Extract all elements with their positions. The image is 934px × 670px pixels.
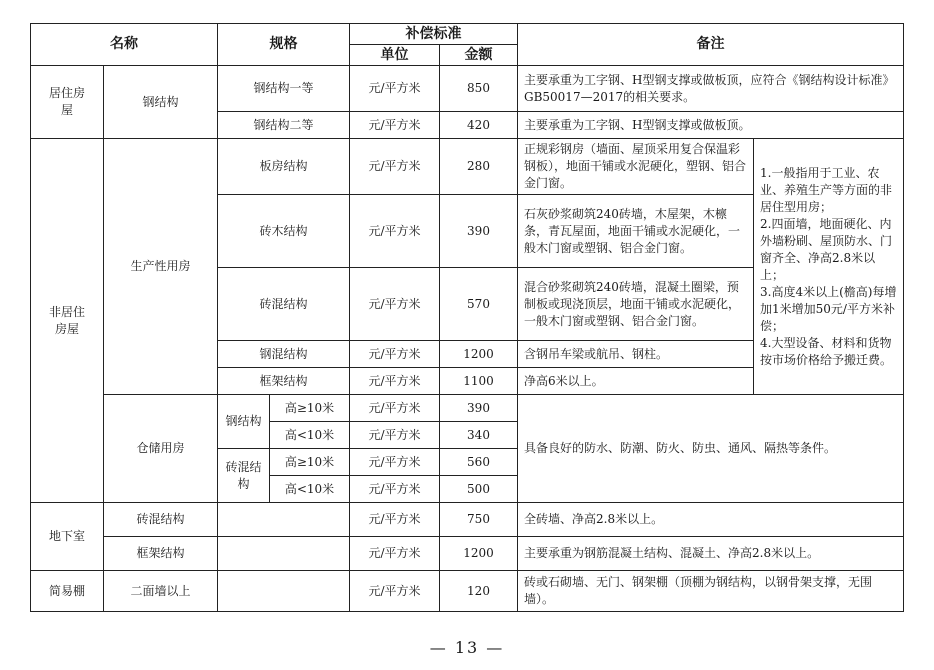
amount-cell: 850 (440, 66, 518, 112)
note-cell: 含钢吊车梁或航吊、钢柱。 (518, 341, 754, 368)
type-cell: 二面墙以上 (104, 571, 218, 612)
note-cell: 主要承重为钢筋混凝土结构、混凝土、净高2.8米以上。 (518, 537, 904, 571)
spec-cell: 钢结构一等 (218, 66, 350, 112)
page-number: — 13 — (429, 638, 505, 657)
table-row (31, 139, 904, 195)
category-basement: 地下室 (31, 503, 104, 571)
unit-cell: 元/平方米 (350, 571, 440, 612)
unit-cell: 元/平方米 (350, 503, 440, 537)
table-row (31, 503, 904, 537)
header-remark: 备注 (518, 24, 904, 66)
type-cell: 框架结构 (104, 537, 218, 571)
unit-cell: 元/平方米 (350, 195, 440, 268)
amount-cell: 420 (440, 112, 518, 139)
storage-note: 具备良好的防水、防潮、防火、防虫、通风、隔热等条件。 (518, 395, 904, 503)
spec-cell-empty (218, 503, 350, 537)
type-residential: 钢结构 (104, 66, 218, 139)
height-cell: 高≥10米 (270, 395, 350, 422)
height-cell: 高≥10米 (270, 449, 350, 476)
table-row (31, 571, 904, 612)
table-row (31, 395, 904, 422)
category-nonresidential: 非居住房屋 (31, 139, 104, 503)
amount-cell: 1200 (440, 341, 518, 368)
spec-cell-empty (218, 571, 350, 612)
amount-cell: 750 (440, 503, 518, 537)
unit-cell: 元/平方米 (350, 476, 440, 503)
unit-cell: 元/平方米 (350, 66, 440, 112)
unit-cell: 元/平方米 (350, 368, 440, 395)
storage-group-label: 砖混结构 (218, 449, 270, 503)
header-standard: 补偿标准 (350, 24, 518, 45)
header-name: 名称 (31, 24, 218, 66)
note-cell: 正规彩钢房（墙面、屋顶采用复合保温彩钢板），地面干铺或水泥硬化，塑钢、铝合金门窗。 (518, 139, 754, 195)
unit-cell: 元/平方米 (350, 422, 440, 449)
spec-cell: 钢混结构 (218, 341, 350, 368)
table-row (31, 537, 904, 571)
type-production: 生产性用房 (104, 139, 218, 395)
note-cell: 砖或石砌墙、无门、钢架棚（顶棚为钢结构，以钢骨架支撑，无围墙）。 (518, 571, 904, 612)
note-cell: 主要承重为工字钢、H型钢支撑或做板顶。 (518, 112, 904, 139)
height-cell: 高<10米 (270, 476, 350, 503)
unit-cell: 元/平方米 (350, 112, 440, 139)
production-side-note: 1.一般指用于工业、农业、养殖生产等方面的非居住型用房； 2.四面墙，地面硬化、内外墙粉刷、屋顶防水、门窗齐全、净高2.8米以上； 3.高度4米以上(檐高)每增加1米增加50元/平方米补偿； 4.大型设备、材料和货物按市场价格给予搬迁费。 (754, 139, 904, 395)
amount-cell: 390 (440, 195, 518, 268)
amount-cell: 340 (440, 422, 518, 449)
category-residential: 居住房屋 (31, 66, 104, 139)
unit-cell: 元/平方米 (350, 268, 440, 341)
unit-cell: 元/平方米 (350, 341, 440, 368)
storage-group-label: 钢结构 (218, 395, 270, 449)
note-cell: 石灰砂浆砌筑240砖墙，木屋架，木檩条，青瓦屋面，地面干铺或水泥硬化，一般木门窗或塑钢、铝合金门窗。 (518, 195, 754, 268)
spec-cell: 砖混结构 (218, 268, 350, 341)
spec-cell: 框架结构 (218, 368, 350, 395)
spec-cell-empty (218, 537, 350, 571)
unit-cell: 元/平方米 (350, 537, 440, 571)
note-cell: 全砖墙、净高2.8米以上。 (518, 503, 904, 537)
amount-cell: 280 (440, 139, 518, 195)
amount-cell: 390 (440, 395, 518, 422)
note-cell: 净高6米以上。 (518, 368, 754, 395)
header-spec: 规格 (218, 24, 350, 66)
header-amount: 金额 (440, 45, 518, 66)
unit-cell: 元/平方米 (350, 395, 440, 422)
compensation-table (30, 23, 904, 612)
table-row (31, 66, 904, 112)
category-shed: 简易棚 (31, 571, 104, 612)
note-cell: 主要承重为工字钢、H型钢支撑或做板顶，应符合《钢结构设计标准》GB50017—2017的相关要求。 (518, 66, 904, 112)
spec-cell: 砖木结构 (218, 195, 350, 268)
amount-cell: 560 (440, 449, 518, 476)
amount-cell: 1100 (440, 368, 518, 395)
header-unit: 单位 (350, 45, 440, 66)
amount-cell: 500 (440, 476, 518, 503)
type-storage: 仓储用房 (104, 395, 218, 503)
spec-cell: 钢结构二等 (218, 112, 350, 139)
unit-cell: 元/平方米 (350, 139, 440, 195)
height-cell: 高<10米 (270, 422, 350, 449)
note-cell: 混合砂浆砌筑240砖墙，混凝土圈梁，预制板或现浇顶层，地面干铺或水泥硬化，一般木门窗或塑钢、铝合金门窗。 (518, 268, 754, 341)
amount-cell: 1200 (440, 537, 518, 571)
amount-cell: 570 (440, 268, 518, 341)
unit-cell: 元/平方米 (350, 449, 440, 476)
amount-cell: 120 (440, 571, 518, 612)
type-cell: 砖混结构 (104, 503, 218, 537)
spec-cell: 板房结构 (218, 139, 350, 195)
